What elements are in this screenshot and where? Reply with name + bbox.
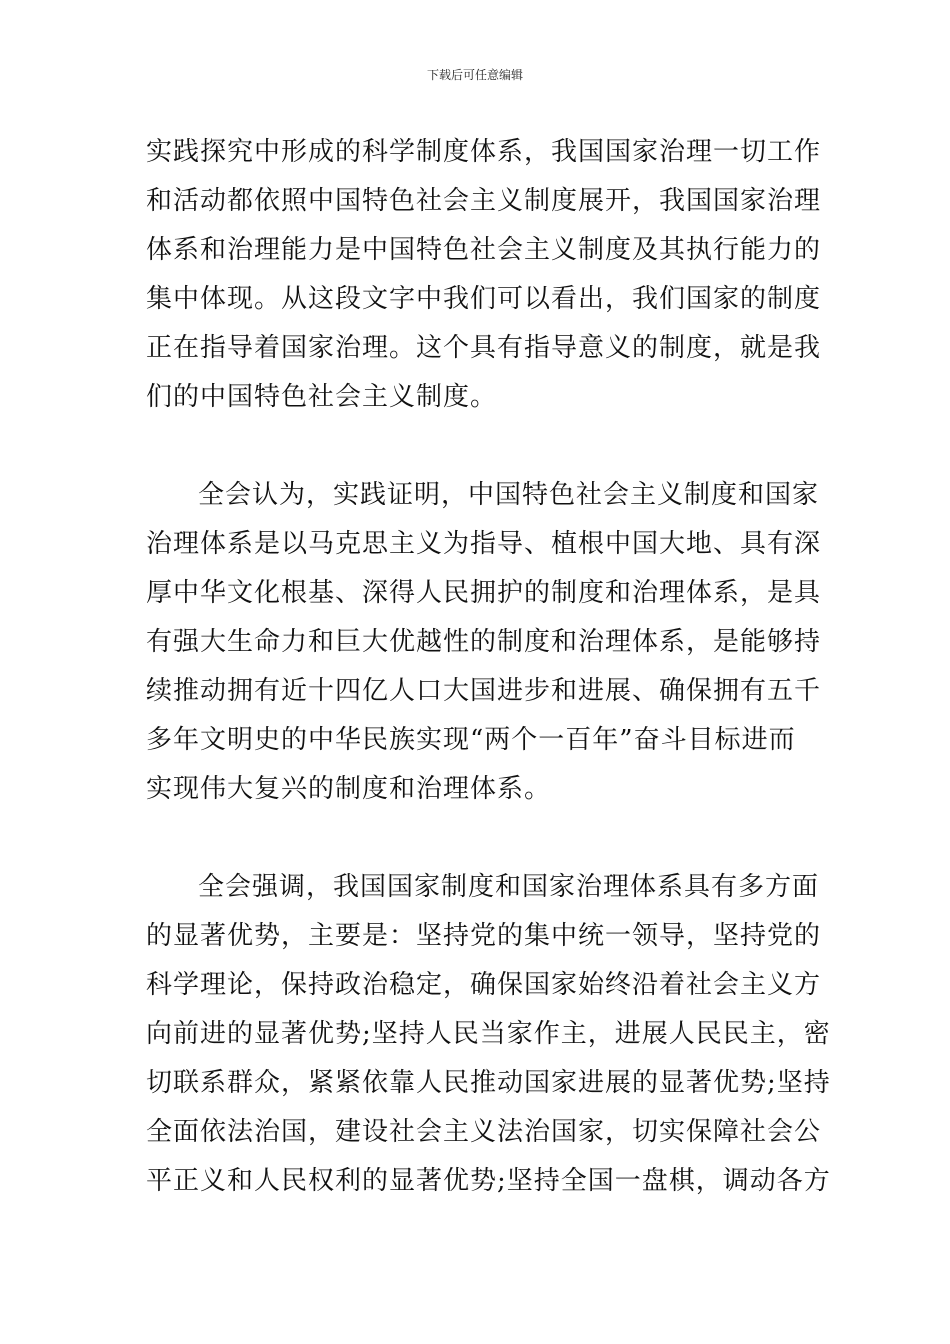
text-line: 正在指导着国家治理。这个具有指导意义的制度，就是我 [146, 333, 822, 363]
text-line: 治理体系是以马克思主义为指导、植根中国大地、具有深 [146, 529, 822, 559]
document-body [146, 128, 831, 1206]
text-line: 厚中华文化根基、深得人民拥护的制度和治理体系，是具 [146, 578, 822, 608]
paragraph-3 [146, 863, 831, 1206]
text-line: 切联系群众，紧紧依靠人民推动国家进展的显著优势;坚持 [146, 1068, 831, 1098]
text-line: 有强大生命力和巨大优越性的制度和治理体系，是能够持 [146, 627, 822, 657]
text-line: 的显著优势，主要是：坚持党的集中统一领导，坚持党的 [146, 921, 822, 951]
header-note: 下载后可任意编辑 [426, 68, 523, 82]
text-line: 全会强调，我国国家制度和国家治理体系具有多方面 [198, 872, 820, 902]
text-line: 续推动拥有近十四亿人口大国进步和进展、确保拥有五千 [146, 676, 822, 706]
text-line: 平正义和人民权利的显著优势;坚持全国一盘棋，调动各方 [146, 1166, 831, 1196]
text-line: 和活动都依照中国特色社会主义制度展开，我国国家治理 [146, 186, 822, 216]
paragraph-2 [146, 471, 822, 814]
text-line: 全会认为，实践证明，中国特色社会主义制度和国家 [198, 480, 820, 510]
text-line: 科学理论，保持政治稳定，确保国家始终沿着社会主义方 [146, 970, 822, 1000]
paragraph-1 [146, 128, 822, 422]
text-line: 全面依法治国，建设社会主义法治国家，切实保障社会公 [146, 1117, 822, 1147]
text-line: 多年文明史的中华民族实现“两个一百年”奋斗目标进而 [146, 725, 796, 755]
text-line: 体系和治理能力是中国特色社会主义制度及其执行能力的 [146, 235, 822, 265]
text-line: 实现伟大复兴的制度和治理体系。 [146, 774, 552, 804]
text-line: 向前进的显著优势;坚持人民当家作主，进展人民民主，密 [146, 1019, 831, 1049]
text-line: 集中体现。从这段文字中我们可以看出，我们国家的制度 [146, 284, 822, 314]
text-line: 们的中国特色社会主义制度。 [146, 382, 498, 412]
text-line: 实践探究中形成的科学制度体系，我国国家治理一切工作 [146, 137, 822, 167]
